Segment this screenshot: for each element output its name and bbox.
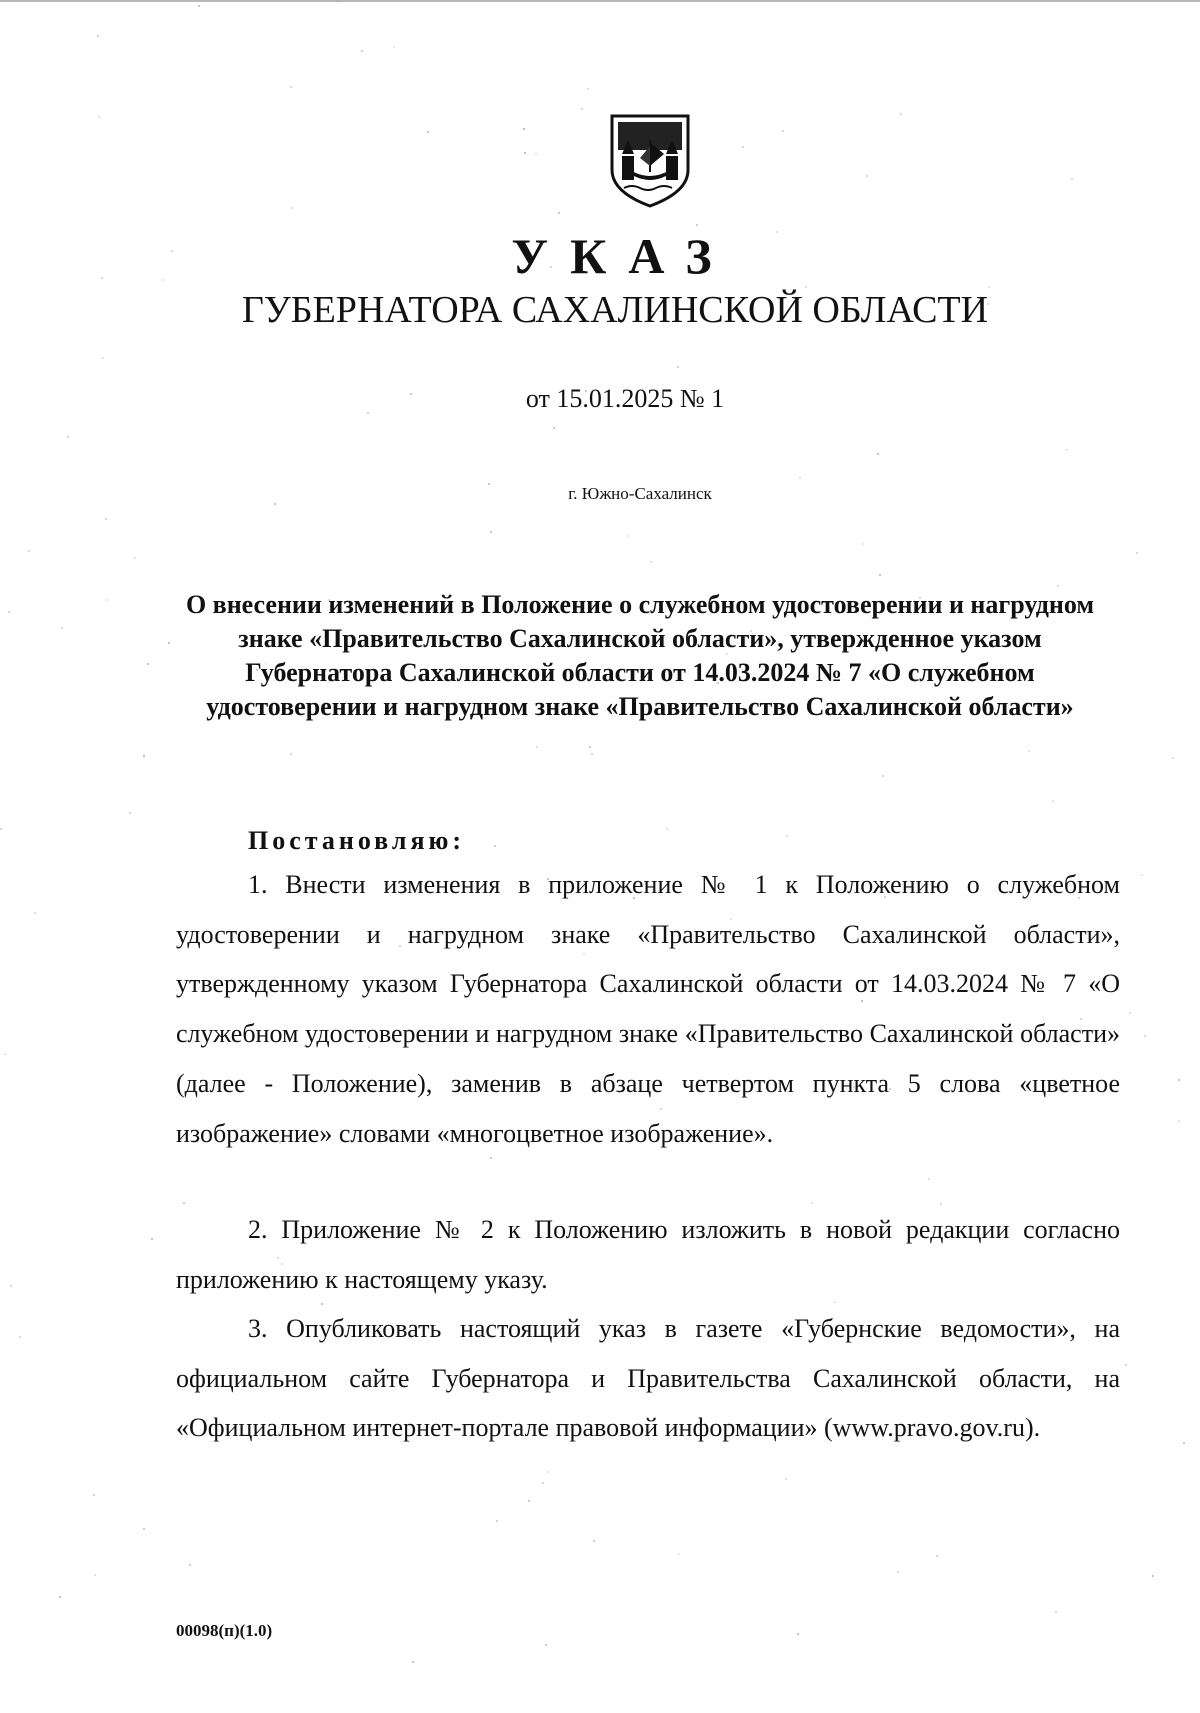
scan-speck xyxy=(593,1540,595,1542)
scan-speck xyxy=(650,561,652,563)
scan-speck xyxy=(1028,750,1030,752)
scan-speck xyxy=(1178,1079,1180,1081)
scan-speck xyxy=(545,1644,547,1646)
scan-speck xyxy=(34,912,36,914)
scan-speck xyxy=(97,35,99,37)
scan-speck xyxy=(490,531,492,533)
decree-type-heading: УКАЗ xyxy=(511,228,734,284)
scan-speck xyxy=(936,1555,938,1557)
scan-speck xyxy=(897,1571,899,1573)
scan-speck xyxy=(129,812,131,814)
scan-speck xyxy=(98,116,100,118)
form-code: 00098(п)(1.0) xyxy=(176,1621,273,1640)
scan-speck xyxy=(337,0,339,2)
scan-speck xyxy=(677,366,679,368)
scan-speck xyxy=(93,1494,95,1496)
scan-speck xyxy=(558,212,560,214)
scan-speck xyxy=(1055,1611,1057,1613)
scan-speck xyxy=(10,1285,12,1287)
scan-speck xyxy=(547,1471,549,1473)
scan-speck xyxy=(147,663,149,665)
scan-speck xyxy=(8,611,10,613)
scan-speck xyxy=(1144,1035,1146,1037)
scan-speck xyxy=(1136,552,1138,554)
scan-speck xyxy=(786,835,788,837)
clause-2: 2. Приложение № 2 к Положению изложить в новой редакции согласно приложению к настоящему указу. xyxy=(176,1215,1120,1294)
scan-speck xyxy=(536,746,538,748)
scan-speck xyxy=(535,153,537,155)
scan-speck xyxy=(105,518,107,520)
scan-speck xyxy=(797,1633,799,1635)
scan-speck xyxy=(782,130,784,132)
scan-edge xyxy=(0,0,1200,2)
scan-speck xyxy=(143,1528,145,1530)
scan-speck xyxy=(183,1202,185,1204)
scan-speck xyxy=(427,131,429,133)
city-label: г. Южно-Сахалинск xyxy=(568,484,712,503)
scan-speck xyxy=(591,753,593,755)
scan-speck xyxy=(627,535,629,537)
scan-speck xyxy=(742,146,744,148)
scan-speck xyxy=(291,207,293,209)
scan-speck xyxy=(1183,1442,1185,1444)
scan-speck xyxy=(799,477,801,479)
scan-speck xyxy=(678,1553,680,1555)
issuer-heading: ГУБЕРНАТОРА САХАЛИНСКОЙ ОБЛАСТИ xyxy=(241,289,989,331)
scan-speck xyxy=(524,152,526,154)
scan-speck xyxy=(587,88,589,90)
scan-speck xyxy=(4,1053,6,1055)
scan-speck xyxy=(553,427,555,429)
date-number: от 15.01.2025 № 1 xyxy=(525,384,725,413)
scan-speck xyxy=(361,50,363,52)
scan-speck xyxy=(143,755,145,757)
scan-speck xyxy=(581,108,583,110)
clause-3: 3. Опубликовать настоящий указ в газете «Губернские ведомости», на официальном сайте Губернатора и Правительства Сахалинской области, на «Официальном интернет-портале правовой информации» (www.pravo.gov.ru). xyxy=(176,1314,1120,1443)
resolve-heading: Постановляю: xyxy=(248,826,466,855)
scan-speck xyxy=(102,357,104,359)
scan-speck xyxy=(61,627,63,629)
document-title: О внесении изменений в Положение о служебном удостоверении и нагрудном знаке «Правительство Сахалинской области», утвержденное указом Губернатора Сахалинской области от 14.03.2024 № 7 «О служебном удостоверении и нагрудном знаке «Правительство Сахалинской области» xyxy=(185,590,1095,721)
scan-speck xyxy=(1141,874,1143,876)
scan-speck xyxy=(134,557,136,559)
scan-speck xyxy=(198,5,200,7)
scan-speck xyxy=(877,453,879,455)
scan-speck xyxy=(94,1574,96,1576)
scan-speck xyxy=(811,1202,813,1204)
scan-speck xyxy=(1125,1364,1127,1366)
scan-speck xyxy=(494,845,496,847)
scan-speck xyxy=(1129,1012,1131,1014)
scan-speck xyxy=(67,436,69,438)
scan-speck xyxy=(290,86,292,88)
scan-speck xyxy=(59,1596,61,1598)
scan-speck xyxy=(1178,1120,1180,1122)
scan-speck xyxy=(523,128,525,130)
scan-speck xyxy=(1057,585,1059,587)
scan-speck xyxy=(879,574,881,576)
scan-speck xyxy=(862,543,864,545)
clause-1: 1. Внести изменения в приложение № 1 к Положению о служебном удостоверении и нагрудном знаке «Правительство Сахалинской области», утвержденному указом Губернатора Сахалинской области от 14.03.2024 № 7 «О служебном удостоверении и нагрудном знаке «Правительство Сахалинской области» (далее - Положение), заменив в абзаце четвертом пункта 5 слова «цветное изображение» словами «многоцветное изображение». xyxy=(176,870,1120,1148)
coat-of-arms-icon xyxy=(600,110,700,210)
scan-speck xyxy=(189,1564,191,1566)
scan-speck xyxy=(542,1482,544,1484)
scan-speck xyxy=(589,746,591,748)
scan-speck xyxy=(106,599,108,601)
scan-speck xyxy=(290,753,292,755)
scan-speck xyxy=(785,1478,787,1480)
scan-speck xyxy=(28,550,30,552)
scan-speck xyxy=(19,1336,21,1338)
scan-speck xyxy=(0,828,2,830)
scan-speck xyxy=(666,828,668,830)
scan-speck xyxy=(1071,178,1073,180)
scan-speck xyxy=(168,642,170,644)
scan-speck xyxy=(900,113,902,115)
scan-speck xyxy=(412,1661,414,1663)
scan-speck xyxy=(151,1238,153,1240)
scan-speck xyxy=(1066,449,1068,451)
scan-speck xyxy=(882,775,884,777)
scan-speck xyxy=(528,1500,530,1502)
scan-speck xyxy=(496,1520,498,1522)
scan-speck xyxy=(1172,757,1174,759)
scan-speck xyxy=(1052,800,1054,802)
scan-speck xyxy=(928,1178,930,1180)
scan-speck xyxy=(866,175,868,177)
scan-speck xyxy=(1152,1575,1154,1577)
scan-speck xyxy=(393,46,395,48)
